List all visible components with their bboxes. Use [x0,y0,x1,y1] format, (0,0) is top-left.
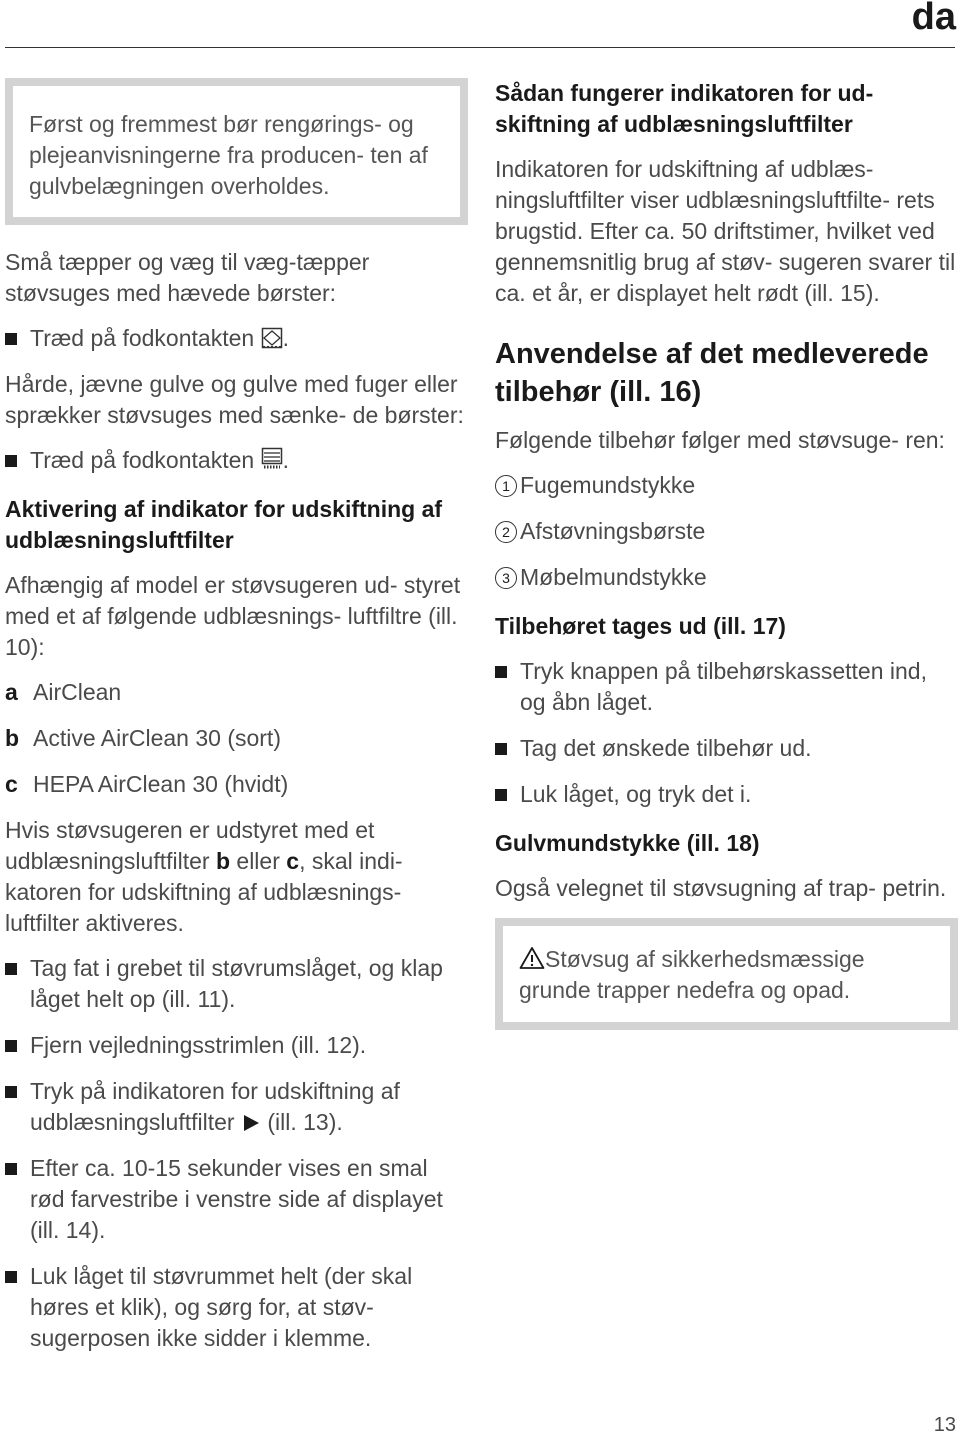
accessory-item: 1 Fugemundstykke [495,470,958,501]
carpet-pedal-icon [261,327,283,349]
filter-item: b Active AirClean 30 (sort) [5,725,281,751]
bullet-press-indicator: Tryk på indikatoren for udskiftning af udblæsningsluftfilter (ill. 13). [5,1076,468,1138]
bullet-raise-brushes: Træd på fodkontakten . [5,323,468,354]
paragraph-carpets: Små tæpper og væg til væg-tæpper støvsuges med hævede børster: [5,249,370,306]
play-arrow-icon [241,1113,261,1133]
heading-floor-nozzle: Gulvmundstykke (ill. 18) [495,830,760,856]
warning-text: Støvsug af sikkerhedsmæssige grunde trapper nedefra og opad. [519,946,865,1003]
hard-floor-pedal-icon [261,447,283,471]
info-note [5,78,468,225]
language-code: da [911,0,956,38]
bullet-close-lid: Luk låget til støvrummet helt (der skal høres et klik), og sørg for, at støv- sugerposen ikke sidder i klemme. [5,1261,468,1354]
number-badge: 1 [495,475,517,497]
bullet-lower-brushes: Træd på fodkontakten . [5,445,468,476]
heading-indicator-function: Sådan fungerer indikatoren for ud- skiftning af udblæsningsluftfilter [495,80,874,137]
accessory-item: 2 Afstøvningsbørste [495,516,958,547]
bullet-text: Træd på fodkontakten [30,447,255,473]
bullet-open-lid: Tag fat i grebet til støvrumslåget, og klap låget helt op (ill. 11). [5,953,468,1015]
bullet-take-accessory: Tag det ønskede tilbehør ud. [495,733,958,764]
bullet-text: Træd på fodkontakten [30,325,255,351]
warning-note [495,918,958,1030]
paragraph-indicator: Indikatoren for udskiftning af udblæs- ningsluftfilter viser udblæsningsluftfilte- rets brugstid. Efter ca. 50 driftstimer, hvilket ved gennemsnitlig brug af støv- sugeren svarer til ca. et år, er displayet helt rødt (ill. 15). [495,156,956,306]
page-number: 13 [933,1414,956,1436]
warning-triangle-icon [519,946,545,970]
filter-item: a AirClean [5,679,122,705]
paragraph-stairs: Også velegnet til støvsugning af trap- petrin. [495,875,947,901]
note-text: Først og fremmest bør rengørings- og plejeanvisningerne fra producen- ten af gulvbelægningen overholdes. [29,111,428,199]
heading-activation: Aktivering af indikator for udskiftning af udblæsningsluftfilter [5,496,443,553]
heading-take-out: Tilbehøret tages ud (ill. 17) [495,613,786,639]
paragraph-accessories: Følgende tilbehør følger med støvsuge- ren: [495,427,945,453]
filter-item: c HEPA AirClean 30 (hvidt) [5,771,289,797]
paragraph-models: Afhængig af model er støvsugeren ud- styret med et af følgende udblæsnings- luftfiltre (ill. 10): [5,572,461,660]
header-rule [5,47,955,48]
number-badge: 3 [495,567,517,589]
paragraph-activate: Hvis støvsugeren er udstyret med et udblæsningsluftfilter b eller c, skal indi- katoren for udskiftning af udblæsnings- luftfilter aktiveres. [5,817,403,936]
left-column [5,78,468,1369]
bullet-close-press: Luk låget, og tryk det i. [495,779,958,810]
heading-accessories: Anvendelse af det medleverede tilbehør (ill. 16) [495,338,929,408]
bullet-remove-strip: Fjern vejledningsstrimlen (ill. 12). [5,1030,468,1061]
bullet-press-button: Tryk knappen på tilbehørskassetten ind, og åbn låget. [495,656,958,718]
accessory-item: 3 Møbelmundstykke [495,562,958,593]
paragraph-hard-floors: Hårde, jævne gulve og gulve med fuger eller sprækker støvsuges med sænke- de børster: [5,371,464,428]
bullet-red-stripe: Efter ca. 10-15 sekunder vises en smal rød farvestribe i venstre side af displayet (ill. 14). [5,1153,468,1246]
right-column [495,78,958,1052]
number-badge: 2 [495,521,517,543]
